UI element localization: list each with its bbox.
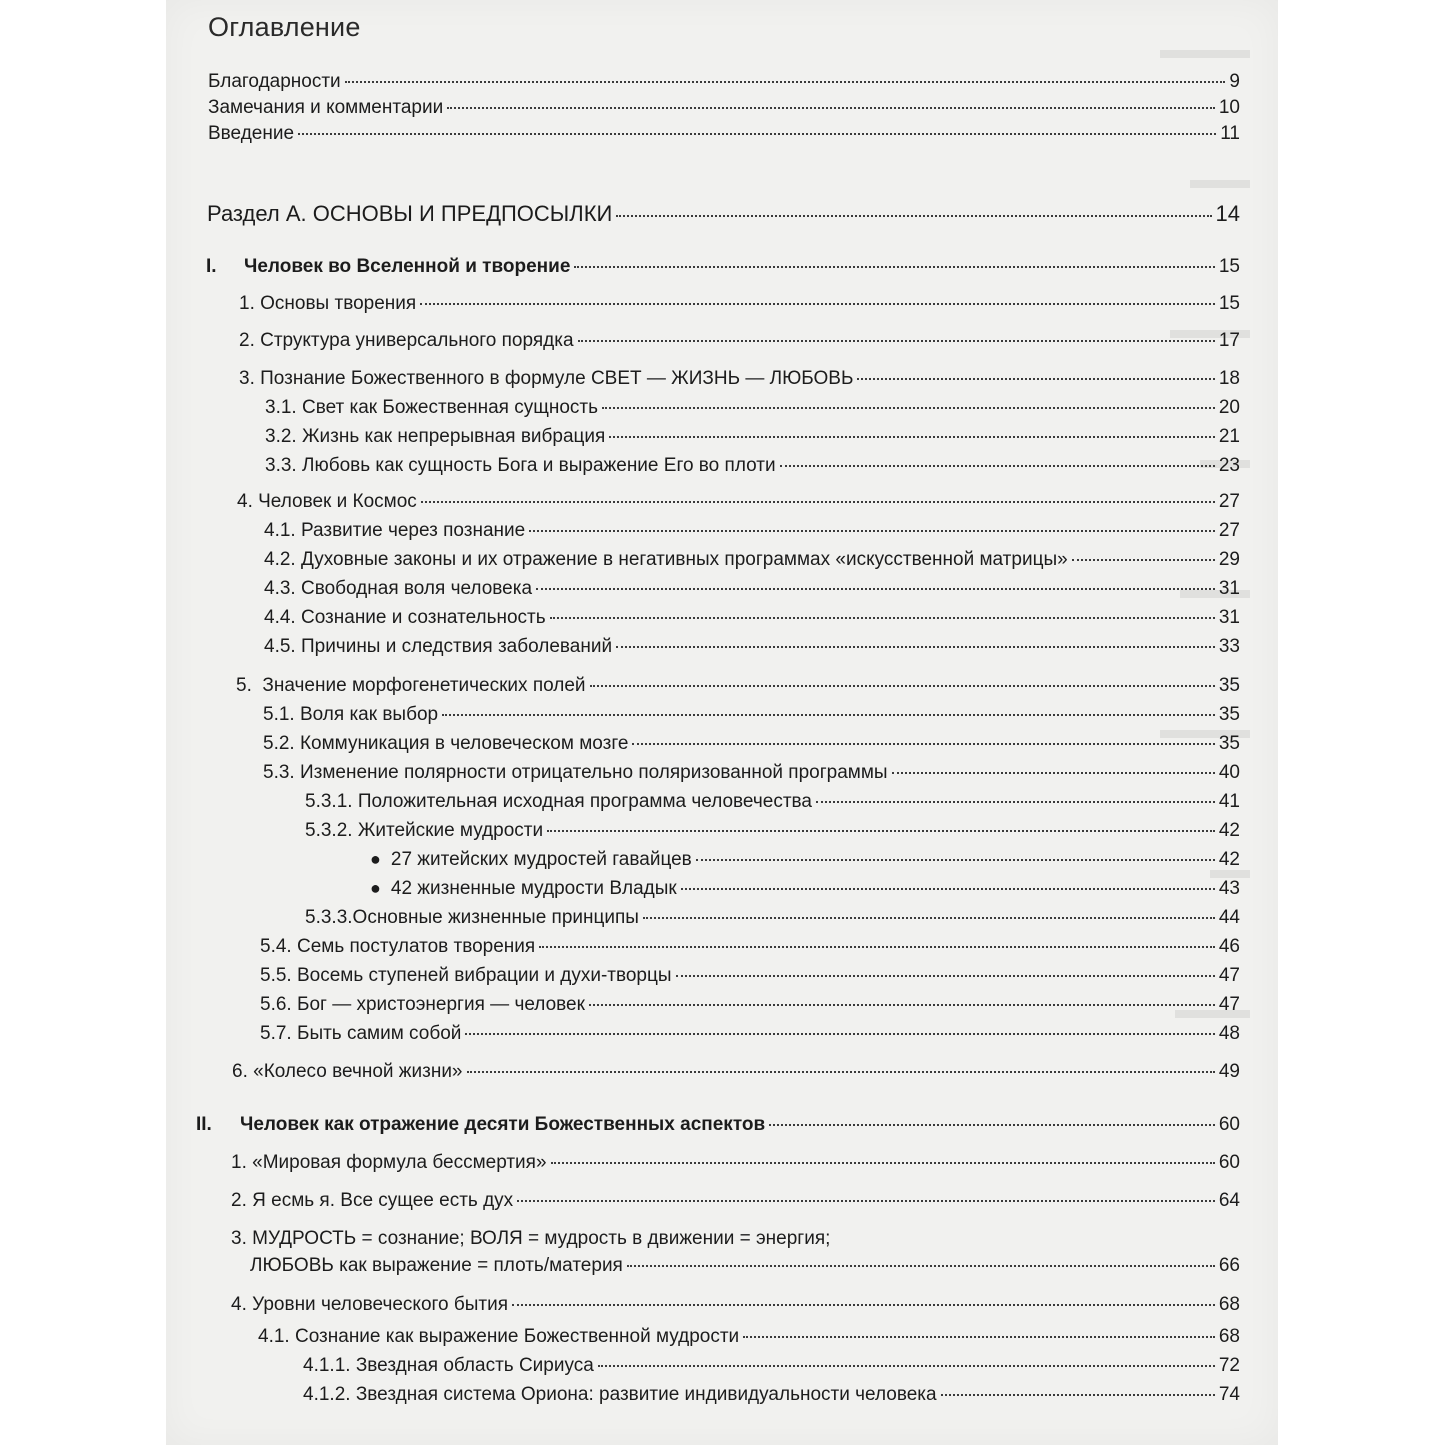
dot-leader — [345, 81, 1226, 83]
toc-entry-label: 2. Я есмь я. Все сущее есть дух — [231, 1190, 514, 1211]
dot-leader — [743, 1336, 1215, 1338]
dot-leader — [632, 743, 1214, 745]
toc-entry[interactable] — [237, 491, 1240, 513]
dot-leader — [547, 830, 1215, 832]
toc-entry-label: ЛЮБОВЬ как выражение = плоть/материя — [250, 1255, 623, 1276]
toc-entry[interactable] — [250, 1255, 1240, 1277]
chapter-title: Человек как отражение десяти Божественных аспектов — [240, 1114, 766, 1135]
dot-leader — [892, 772, 1215, 774]
dot-leader — [1072, 559, 1215, 561]
toc-page-number: 68 — [1218, 1326, 1240, 1347]
dot-leader — [602, 407, 1215, 409]
toc-entry-label: 5.6. Бог — христоэнергия — человек — [260, 994, 585, 1015]
toc-entry[interactable] — [260, 1023, 1240, 1045]
toc-entry[interactable] — [239, 330, 1240, 352]
toc-entry-label: 1. Основы творения — [239, 293, 417, 314]
dot-leader — [696, 859, 1215, 861]
toc-entry-label: 3.1. Свет как Божественная сущность — [265, 397, 599, 418]
toc-entry-label: 5.3.2. Житейские мудрости — [305, 820, 544, 841]
toc-entry-label: 3. Познание Божественного в формуле СВЕТ — ЖИЗНЬ — ЛЮБОВЬ — [239, 368, 854, 389]
toc-page-number: 42 — [1218, 820, 1240, 841]
dot-leader — [643, 917, 1215, 919]
toc-entry-label: Замечания и комментарии — [208, 97, 444, 118]
toc-page-number: 10 — [1218, 97, 1240, 118]
toc-entry-label: 4.1. Развитие через познание — [264, 520, 526, 541]
toc-chapter-label — [206, 256, 570, 278]
toc-entry-label — [370, 878, 677, 900]
toc-entry[interactable] — [370, 878, 1240, 900]
toc-entry[interactable] — [305, 791, 1240, 813]
toc-page-number: 44 — [1218, 907, 1240, 928]
page-margin — [0, 0, 166, 1445]
toc-entry[interactable] — [260, 936, 1240, 958]
dot-leader — [551, 1162, 1215, 1164]
toc-page-number: 47 — [1218, 994, 1240, 1015]
toc-entry-label: 5.3.1. Положительная исходная программа человечества — [305, 791, 812, 812]
toc-page-number: 72 — [1218, 1355, 1240, 1376]
toc-entry[interactable] — [260, 965, 1240, 987]
dot-leader — [941, 1394, 1215, 1396]
toc-entry-label: 5.7. Быть самим собой — [260, 1023, 462, 1044]
toc-entry[interactable] — [265, 397, 1240, 419]
toc-page-number: 43 — [1218, 878, 1240, 899]
dot-leader — [574, 266, 1214, 268]
toc-entry-label: 4. Уровни человеческого бытия — [231, 1294, 509, 1315]
toc-entry-label: 5.3.3.Основные жизненные принципы — [305, 907, 639, 928]
toc-entry-label: 4.3. Свободная воля человека — [264, 578, 533, 599]
dot-leader — [442, 714, 1215, 716]
toc-entry[interactable] — [303, 1355, 1240, 1377]
dot-leader — [590, 685, 1215, 687]
dot-leader — [517, 1200, 1215, 1202]
toc-page-number: 21 — [1218, 426, 1240, 447]
chapter-numeral: I. — [206, 256, 217, 277]
toc-entry[interactable] — [264, 520, 1240, 542]
toc-page-number: 23 — [1218, 455, 1240, 476]
toc-entry-label: 4.1.1. Звездная область Сириуса — [303, 1355, 594, 1376]
toc-entry-label: 5.4. Семь постулатов творения — [260, 936, 536, 957]
toc-page-number: 11 — [1220, 123, 1240, 144]
toc-entry[interactable] — [258, 1326, 1240, 1348]
toc-page-number: 64 — [1218, 1190, 1240, 1211]
toc-entry-label: 6. «Колесо вечной жизни» — [232, 1061, 463, 1082]
dot-leader — [780, 465, 1215, 467]
toc-entry[interactable] — [265, 455, 1240, 477]
toc-entry-label: 1. «Мировая формула бессмертия» — [231, 1152, 547, 1173]
toc-chapter-entry[interactable] — [206, 256, 1240, 278]
dot-leader — [420, 303, 1215, 305]
chapter-numeral: II. — [196, 1114, 212, 1135]
toc-entry[interactable] — [208, 123, 1240, 145]
toc-entry[interactable] — [263, 762, 1240, 784]
toc-entry-label: 4.2. Духовные законы и их отражение в негативных программах «искусственной матрицы» — [264, 549, 1068, 570]
dot-leader — [447, 107, 1215, 109]
toc-entry[interactable] — [264, 636, 1240, 658]
toc-page-number: 42 — [1218, 849, 1240, 870]
toc-page-number: 47 — [1218, 965, 1240, 986]
dot-leader — [465, 1033, 1214, 1035]
dot-leader — [589, 1004, 1215, 1006]
toc-entry[interactable] — [231, 1294, 1240, 1316]
toc-entry[interactable] — [239, 368, 1240, 390]
dot-leader — [421, 501, 1215, 503]
toc-entry[interactable] — [265, 426, 1240, 448]
toc-page-number: 46 — [1218, 936, 1240, 957]
toc-entry[interactable] — [239, 293, 1240, 315]
toc-page-number: 18 — [1218, 368, 1240, 389]
dot-leader — [539, 946, 1215, 948]
toc-entry-label: 5.3. Изменение полярности отрицательно поляризованной программы — [263, 762, 888, 783]
toc-page-number: 20 — [1218, 397, 1240, 418]
dot-leader — [598, 1365, 1215, 1367]
toc-entry[interactable] — [208, 97, 1240, 119]
toc-entry-label: 3.2. Жизнь как непрерывная вибрация — [265, 426, 606, 447]
toc-page-number: 74 — [1218, 1384, 1240, 1405]
toc-entry-label: 3.3. Любовь как сущность Бога и выражение Его во плоти — [265, 455, 776, 476]
toc-entry[interactable] — [303, 1384, 1240, 1406]
toc-page-number: 15 — [1218, 256, 1240, 277]
toc-page-number: 66 — [1218, 1255, 1240, 1276]
toc-entry[interactable] — [208, 71, 1240, 93]
toc-entry-label: 4. Человек и Космос — [237, 491, 417, 512]
dot-leader — [816, 801, 1215, 803]
toc-entry[interactable] — [264, 607, 1240, 629]
toc-section-label: Раздел А. ОСНОВЫ И ПРЕДПОСЫЛКИ — [207, 201, 613, 226]
bullet-icon: ● — [370, 849, 381, 869]
toc-page-number: 35 — [1218, 733, 1240, 754]
toc-entry[interactable] — [263, 733, 1240, 755]
dot-leader — [616, 215, 1211, 217]
toc-page-number: 35 — [1218, 704, 1240, 725]
toc-entry[interactable] — [264, 549, 1240, 571]
toc-entry[interactable] — [236, 675, 1240, 697]
toc-page-number: 31 — [1218, 607, 1240, 628]
toc-section-entry[interactable] — [207, 201, 1240, 227]
toc-entry[interactable] — [231, 1152, 1240, 1174]
toc-page-number: 48 — [1218, 1023, 1240, 1044]
dot-leader — [857, 378, 1214, 380]
toc-entry-label: Благодарности — [208, 71, 341, 92]
toc-page-number: 41 — [1218, 791, 1240, 812]
toc-entry-label: 5. Значение морфогенетических полей — [236, 675, 586, 696]
dot-leader — [609, 436, 1215, 438]
toc-entry-label: Введение — [208, 123, 295, 144]
chapter-title: Человек во Вселенной и творение — [244, 256, 571, 277]
dot-leader — [529, 530, 1215, 532]
dot-leader — [769, 1124, 1215, 1126]
toc-page-number: 14 — [1215, 201, 1240, 226]
toc-entry-label: 5.2. Коммуникация в человеческом мозге — [263, 733, 629, 754]
dot-leader — [298, 133, 1216, 135]
toc-entry-label — [370, 849, 692, 871]
dot-leader — [681, 888, 1215, 890]
toc-page-number: 60 — [1218, 1114, 1240, 1135]
dot-leader — [676, 975, 1215, 977]
toc-entry-label: 2. Структура универсального порядка — [239, 330, 574, 351]
toc-entry[interactable] — [232, 1061, 1240, 1083]
dot-leader — [467, 1071, 1215, 1073]
toc-page-number: 15 — [1218, 293, 1240, 314]
toc-page-number: 29 — [1218, 549, 1240, 570]
toc-entry[interactable] — [264, 578, 1240, 600]
toc-page-number: 68 — [1218, 1294, 1240, 1315]
toc-entry[interactable] — [305, 907, 1240, 929]
dot-leader — [536, 588, 1215, 590]
toc-page-number: 27 — [1218, 491, 1240, 512]
toc-page-number: 35 — [1218, 675, 1240, 696]
toc-entry-label: 5.5. Восемь ступеней вибрации и духи-творцы — [260, 965, 672, 986]
dot-leader — [578, 340, 1215, 342]
toc-title: Оглавление — [208, 12, 361, 42]
toc-chapter-label — [196, 1114, 765, 1136]
toc-entry-text: 42 жизненные мудрости Владык — [390, 878, 677, 899]
dot-leader — [550, 617, 1215, 619]
toc-entry[interactable] — [263, 704, 1240, 726]
toc-page-number: 40 — [1218, 762, 1240, 783]
toc-entry-label: 4.1. Сознание как выражение Божественной мудрости — [258, 1326, 740, 1347]
toc-entry-text: 27 житейских мудростей гавайцев — [390, 849, 692, 870]
toc-entry-label: 4.4. Сознание и сознательность — [264, 607, 546, 628]
toc-page-number: 9 — [1229, 71, 1240, 92]
toc-entry-label: 4.1.2. Звездная система Ориона: развитие индивидуальности человека — [303, 1384, 937, 1405]
toc-entry[interactable] — [370, 849, 1240, 871]
toc-entry[interactable] — [260, 994, 1240, 1016]
dot-leader — [627, 1265, 1215, 1267]
toc-page-number: 17 — [1218, 330, 1240, 351]
toc-entry[interactable] — [305, 820, 1240, 842]
bullet-icon: ● — [370, 878, 381, 898]
toc-entry[interactable] — [231, 1190, 1240, 1212]
toc-entry-label: 4.5. Причины и следствия заболеваний — [264, 636, 613, 657]
toc-page-number: 49 — [1218, 1061, 1240, 1082]
toc-entry-label: 5.1. Воля как выбор — [263, 704, 439, 725]
toc-chapter-entry[interactable] — [196, 1114, 1240, 1136]
toc-entry-line1: 3. МУДРОСТЬ = сознание; ВОЛЯ = мудрость в движении = энергия; — [231, 1228, 831, 1249]
toc-page-number: 31 — [1218, 578, 1240, 599]
toc-page-number: 60 — [1218, 1152, 1240, 1173]
dot-leader — [512, 1304, 1215, 1306]
dot-leader — [616, 646, 1215, 648]
toc-page-number: 27 — [1218, 520, 1240, 541]
toc-page-number: 33 — [1218, 636, 1240, 657]
